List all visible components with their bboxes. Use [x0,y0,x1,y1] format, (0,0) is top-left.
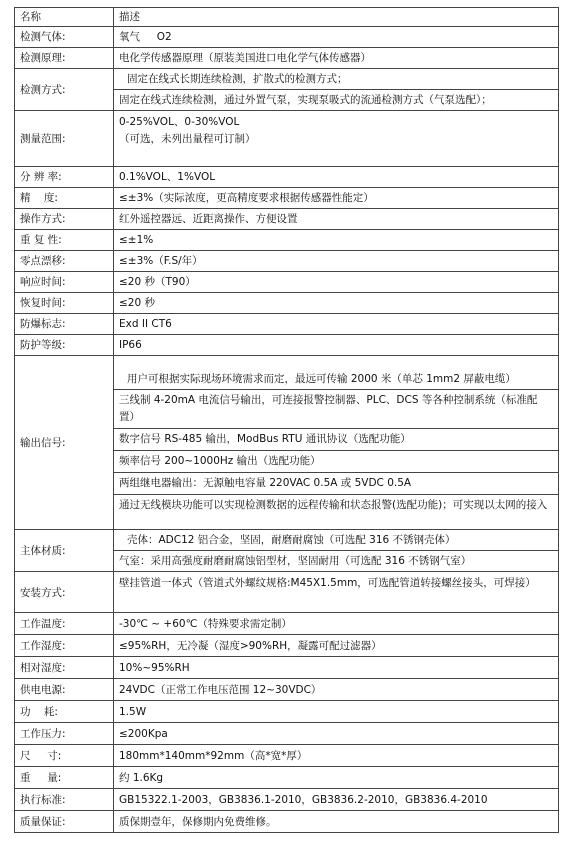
table-row [15,27,559,48]
row-key: 工作湿度: [15,635,114,657]
output-sub: 频率信号 200~1000Hz 输出（选配功能） [114,450,558,472]
row-value [114,356,559,530]
row-key: 恢复时间: [15,293,114,314]
row-key: 测量范围: [15,111,114,167]
row-key: 防爆标志: [15,314,114,335]
table-row [15,69,559,111]
row-key: 输出信号: [15,356,114,530]
row-key: 安装方式: [15,572,114,613]
table-row-header [15,8,559,27]
row-value: ≤200Kpa [114,723,559,745]
row-key: 零点漂移: [15,251,114,272]
table-row [15,530,559,572]
table-row [15,356,559,530]
row-value: Exd II CT6 [114,314,559,335]
row-value [114,69,559,111]
table-row [15,789,559,811]
header-desc: 描述 [114,8,559,27]
row-value: ≤95%RH，无冷凝（湿度>90%RH，凝露可配过滤器） [114,635,559,657]
table-row [15,679,559,701]
row-value: 质保期壹年，保修期内免费维修。 [114,811,559,833]
table-row [15,811,559,833]
table-row [15,209,559,230]
table-row [15,272,559,293]
row-key: 检测原理: [15,48,114,69]
row-value: IP66 [114,335,559,356]
row-value: 电化学传感器原理（原装美国进口电化学气体传感器） [114,48,559,69]
row-key: 分 辨 率: [15,167,114,188]
table-row [15,188,559,209]
table-row [15,293,559,314]
table-row [15,723,559,745]
table-row [15,111,559,167]
output-sub: 数字信号 RS-485 输出，ModBus RTU 通讯协议（选配功能） [114,428,558,450]
row-value: 约 1.6Kg [114,767,559,789]
header-name: 名称 [15,8,114,27]
row-value: ≤20 秒（T90） [114,272,559,293]
row-key: 重 量: [15,767,114,789]
row-value: ≤±3%（F.S/年） [114,251,559,272]
row-key: 供电电源: [15,679,114,701]
row-value: ≤±1% [114,230,559,251]
row-value: 壁挂管道一体式（管道式外螺纹规格:M45X1.5mm，可选配管道转接螺丝接头，可焊接） [114,572,559,613]
row-key: 功 耗: [15,701,114,723]
row-key: 工作温度: [15,613,114,635]
row-key: 响应时间: [15,272,114,293]
row-key: 尺 寸: [15,745,114,767]
row-value [114,111,559,167]
detect-mode-1: 固定在线式长期连续检测，扩散式的检测方式； [127,73,348,85]
row-key: 主体材质: [15,530,114,572]
table-row [15,314,559,335]
row-value: ≤20 秒 [114,293,559,314]
row-value: 1.5W [114,701,559,723]
output-sub: 三线制 4-20mA 电流信号输出，可连接报警控制器、PLC、DCS 等各种控制系统（标准配置） [114,389,558,428]
row-key: 质量保证: [15,811,114,833]
row-key: 工作压力: [15,723,114,745]
range-value: 0-25%VOL、0-30%VOL [119,116,240,128]
row-value: GB15322.1-2003，GB3836.1-2010，GB3836.2-2010，GB3836.4-2010 [114,789,559,811]
table-row [15,745,559,767]
row-key: 执行标准: [15,789,114,811]
row-value: 24VDC（正常工作电压范围 12~30VDC） [114,679,559,701]
row-value: ≤±3%（实际浓度，更高精度要求根据传感器性能定） [114,188,559,209]
output-sub: 用户可根据实际现场环境需求而定，最远可传输 2000 米（单芯 1mm2 屏蔽电缆） [127,373,516,385]
table-row [15,613,559,635]
row-key: 精 度: [15,188,114,209]
output-sub: 通过无线模块功能可以实现检测数据的远程传输和状态报警(选配功能)；可实现以太网的接入 [114,494,558,516]
row-value: 10%~95%RH [114,657,559,679]
table-row [15,335,559,356]
row-key: 检测气体: [15,27,114,48]
table-row [15,767,559,789]
row-value [114,530,559,572]
table-row [15,230,559,251]
table-row [15,167,559,188]
output-sub: 两组继电器输出：无源触电容量 220VAC 0.5A 或 5VDC 0.5A [114,472,558,494]
row-key: 相对湿度: [15,657,114,679]
table-row [15,657,559,679]
table-row [15,572,559,613]
row-key: 操作方式: [15,209,114,230]
range-note: （可选，未列出量程可订制） [119,133,256,145]
row-value: -30℃ ~ +60℃（特殊要求需定制） [114,613,559,635]
row-value: 0.1%VOL、1%VOL [114,167,559,188]
table-row [15,635,559,657]
row-value: 氧气 O2 [114,27,559,48]
row-value: 红外遥控器远、近距离操作、方便设置 [114,209,559,230]
table-row [15,251,559,272]
row-value: 180mm*140mm*92mm（高*宽*厚） [114,745,559,767]
spec-table [14,7,559,833]
detect-mode-2: 固定在线式连续检测，通过外置气泵，实现泵吸式的流通检测方式（气泵选配）； [114,89,558,110]
material-sub: 壳体：ADC12 铝合金，坚固，耐磨耐腐蚀（可选配 316 不锈钢壳体） [127,534,456,546]
table-row [15,48,559,69]
row-key: 检测方式: [15,69,114,111]
row-key: 重 复 性: [15,230,114,251]
row-key: 防护等级: [15,335,114,356]
material-sub: 气室：采用高强度耐磨耐腐蚀铝型材，坚固耐用（可选配 316 不锈钢气室） [114,550,558,571]
table-row [15,701,559,723]
